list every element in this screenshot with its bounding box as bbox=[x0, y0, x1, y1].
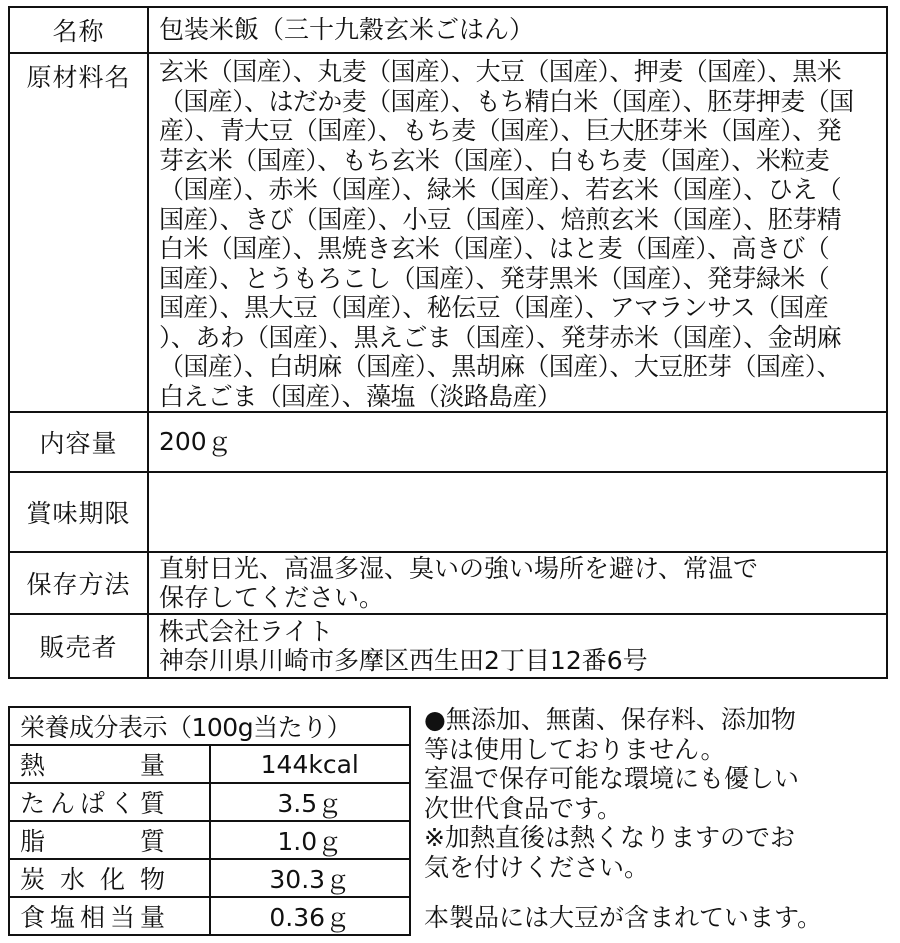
seller-address: 神奈川県川崎市多摩区西生田2丁目12番6号 bbox=[159, 646, 648, 675]
expiry-value bbox=[148, 472, 887, 552]
nutrition-key-char: 質 bbox=[139, 827, 165, 856]
nutrition-key-char: 熱 bbox=[20, 751, 46, 780]
ingredients-line: （国産）、白胡麻（国産）、黒胡麻（国産）、大豆胚芽（国産）、 bbox=[159, 352, 842, 381]
nutrition-key-char: ん bbox=[49, 789, 75, 818]
nutrition-key-char: 炭 bbox=[20, 865, 46, 894]
note-line: ●無添加、無菌、保存料、添加物 bbox=[424, 705, 796, 734]
product-label-table bbox=[8, 6, 888, 679]
nutrition-row-energy bbox=[9, 745, 410, 783]
row-name bbox=[9, 7, 887, 53]
note-line: 等は使用しておりません。 bbox=[424, 734, 726, 764]
nutrition-key-char: 物 bbox=[139, 865, 165, 894]
nutrition-key-char: 量 bbox=[139, 751, 165, 780]
nutrition-row-protein bbox=[9, 783, 410, 821]
row-volume bbox=[9, 412, 887, 472]
ingredients-line: 玄米（国産）、丸麦（国産）、大豆（国産）、押麦（国産）、黒米 bbox=[159, 57, 842, 86]
note-line: ※加熱直後は熱くなりますのでお bbox=[424, 823, 795, 852]
nutrition-key-char: 水 bbox=[59, 865, 85, 894]
expiry-key: 賞味期限 bbox=[9, 472, 148, 552]
nutrition-key-char: く bbox=[109, 789, 135, 818]
nutrition-key-char: 食 bbox=[20, 903, 46, 932]
note-line: 室温で保存可能な環境にも優しい bbox=[424, 764, 800, 793]
ingredients-line: （国産）、赤米（国産）、緑米（国産）、若玄米（国産）、ひえ（ bbox=[159, 175, 842, 204]
allergen-note: 本製品には大豆が含まれています。 bbox=[424, 903, 823, 932]
nutrition-key-char: 化 bbox=[99, 865, 125, 894]
ingredients-key: 原材料名 bbox=[9, 53, 148, 412]
nutrition-key-char: た bbox=[20, 789, 46, 818]
ingredients-line: ）、あわ（国産）、黒えごま（国産）、発芽赤米（国産）、金胡麻 bbox=[159, 322, 842, 352]
nutrition-table bbox=[8, 706, 411, 936]
nutrition-key-salt bbox=[9, 897, 210, 935]
ingredients-line: 産）、青大豆（国産）、もち麦（国産）、巨大胚芽米（国産）、発 bbox=[159, 116, 842, 145]
nutrition-key-char: 脂 bbox=[20, 827, 46, 856]
name-key: 名称 bbox=[9, 7, 148, 53]
nutrition-value-carbs: 30.3ｇ bbox=[210, 859, 411, 897]
ingredients-line: 白米（国産）、黒焼き玄米（国産）、はと麦（国産）、高きび（ bbox=[159, 234, 830, 263]
storage-line: 保存してください。 bbox=[159, 583, 385, 612]
ingredients-line: 国産）、とうもろこし（国産）、発芽黒米（国産）、発芽緑米（ bbox=[159, 263, 830, 293]
volume-value: 200ｇ bbox=[148, 412, 887, 472]
nutrition-key-energy bbox=[9, 745, 210, 783]
nutrition-value-energy: 144kcal bbox=[210, 745, 411, 783]
nutrition-value-protein: 3.5ｇ bbox=[210, 783, 411, 821]
nutrition-key-fat bbox=[9, 821, 210, 859]
nutrition-value-fat: 1.0ｇ bbox=[210, 821, 411, 859]
ingredients-line: （国産）、はだか麦（国産）、もち精白米（国産）、胚芽押麦（国 bbox=[159, 86, 854, 116]
seller-company: 株式会社ライト bbox=[159, 616, 334, 646]
ingredients-line: 芽玄米（国産）、もち玄米（国産）、白もち麦（国産）、米粒麦 bbox=[159, 145, 830, 175]
seller-value bbox=[148, 614, 887, 678]
ingredients-line: 白えごま（国産）、藻塩（淡路島産） bbox=[159, 381, 562, 411]
nutrition-key-protein bbox=[9, 783, 210, 821]
nutrition-value-salt: 0.36ｇ bbox=[210, 897, 411, 935]
nutrition-key-char: ぱ bbox=[79, 789, 105, 818]
row-storage bbox=[9, 552, 887, 614]
storage-line: 直射日光、高温多湿、臭いの強い場所を避け、常温で bbox=[159, 553, 759, 583]
note-line: 次世代食品です。 bbox=[424, 793, 623, 823]
name-value: 包装米飯（三十九穀玄米ごはん） bbox=[148, 7, 887, 53]
row-ingredients bbox=[9, 53, 887, 412]
nutrition-key-carbs bbox=[9, 859, 210, 897]
nutrition-row-carbs bbox=[9, 859, 410, 897]
ingredients-line: 国産）、黒大豆（国産）、秘伝豆（国産）、アマランサス（国産 bbox=[159, 293, 829, 322]
volume-key: 内容量 bbox=[9, 412, 148, 472]
ingredients-value bbox=[148, 53, 887, 412]
nutrition-key-char: 質 bbox=[139, 789, 165, 818]
note-line: 気を付けください。 bbox=[424, 852, 650, 882]
nutrition-row-fat bbox=[9, 821, 410, 859]
nutrition-title-row bbox=[9, 707, 410, 745]
seller-key: 販売者 bbox=[9, 614, 148, 678]
nutrition-row-salt bbox=[9, 897, 410, 935]
nutrition-key-char: 相 bbox=[79, 903, 105, 932]
row-seller bbox=[9, 614, 887, 678]
row-expiry bbox=[9, 472, 887, 552]
ingredients-line: 国産）、きび（国産）、小豆（国産）、焙煎玄米（国産）、胚芽精 bbox=[159, 204, 842, 234]
nutrition-key-char: 当 bbox=[109, 903, 135, 932]
nutrition-key-char: 塩 bbox=[49, 903, 75, 932]
notes-block bbox=[424, 705, 894, 933]
nutrition-key-char: 量 bbox=[139, 903, 165, 932]
storage-value bbox=[148, 552, 887, 614]
storage-key: 保存方法 bbox=[9, 552, 148, 614]
nutrition-title: 栄養成分表示（100g当たり） bbox=[9, 707, 410, 745]
